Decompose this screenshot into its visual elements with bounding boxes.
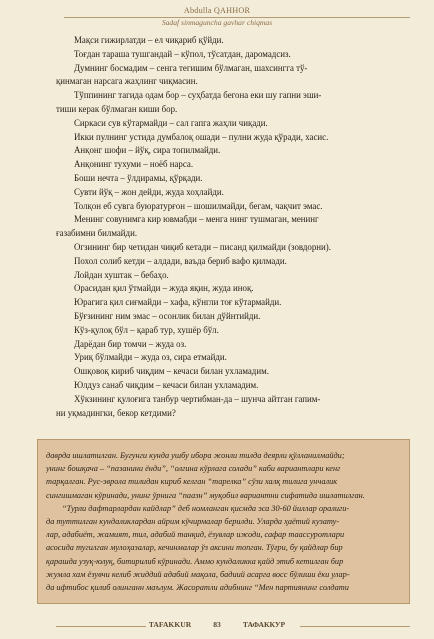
text-line: Кўз-қулоқ бўл – қараб тур, хушёр бўл. [74, 324, 219, 335]
box-text-line: жумла хам ёзувчи келиб жиддий адабий мақола, бадиий асарга восс бўлиши ёки улар- [46, 569, 350, 579]
box-text-line: да ифтибос қилиб олинганн маълум. Жасоратли адибнинг “Мен партиянинг солдати [46, 582, 349, 592]
text-line: Толқон еб сувга буюратурғон – шошилмайди, бегам, чақчит эмас. [74, 200, 323, 211]
box-text-line: асосида тугилган мулоҳазалар, кечинмалар ўз аксини топган. Тўғри, бу қайдлар бир [46, 543, 343, 553]
text-line: Уриқ бўлмайди – жуда оз, сира етмайди. [74, 352, 227, 363]
text-line: Тоғдан тараша тушгандай – кўпол, тўсатдан, даромадсиз. [74, 48, 291, 59]
header-author: Abdulla QAHHOR [183, 6, 251, 15]
box-text-line: сингишмаган кўринади, унинг ўрнига “паазн” муқобил вариантни сифатида ишлатилган. [46, 490, 365, 500]
footer-journal-cyrillic: ТАФАККУР [240, 620, 288, 629]
text-line: Сиркаси сув кўтармайди – сал гапга жаҳли чиқади. [74, 117, 268, 128]
text-line: қинмаган нарсага жаҳлинг чиқмасин. [56, 76, 198, 87]
text-line: Думнинг босмадим – сенга тегишим бўлмаган, шахсингга тў- [74, 62, 308, 73]
text-line: ни уқмадингки, бекор кетдими? [56, 407, 176, 418]
text-line: Лойдан хуштак – бебаҳо. [74, 269, 169, 280]
box-text-line: тарқалган. Рус-эврола тилидан кириб келган “тарелка” сўзи халқ тилига унчалик [46, 477, 338, 487]
box-text-line: даврда ишлатилган. Бугунги кунда ушбу ибора жонли тилда деярли қўлланилмайди; [46, 451, 345, 460]
sidebar-box-text [46, 449, 403, 594]
text-line: Юрагига қил сиғмайди – хафа, кўнгли тоғ кўтармайди. [74, 297, 282, 308]
text-line: Сувти йўқ – жон дейди, жуда хоҳлайди. [74, 186, 224, 197]
text-line: Анқонг шофи – йўқ, сира топилмайди. [74, 145, 221, 156]
text-line: Анқонинг тухуми – ноёб нарса. [74, 159, 194, 170]
page-number: 83 [210, 620, 224, 629]
text-line: Хўкзининг қулоғига танбур чертибман-да – шунча айтган гапим- [74, 393, 321, 404]
text-line: Похол солиб кетди – алдади, ваъда бериб вафо қилмади. [74, 255, 287, 266]
box-text-line: да туттилган кундаликлардан айрим кўчирмалар берилди. Уларда ҳаётий кузату- [46, 516, 340, 526]
text-line: ғазабимни билмайди. [56, 228, 138, 239]
text-line: тиши керак бўлмаган киши бор. [56, 103, 178, 114]
text-line: Дарёдан бир томчи – жуда оз. [74, 338, 187, 349]
text-line: Юлдуз санаб чиқдим – кечаси билан ухламадим. [74, 379, 259, 390]
text-line: Боши нечта – ўлдирамы, қўрқади. [74, 172, 203, 183]
text-line: Мақси гижирлатди – ел чиқариб қўйди. [74, 35, 224, 45]
box-text-line: лар, адабиёт, жамият, тил, адабий танқид, ёзувлар ижоди, сафар таассуротлари [46, 530, 345, 540]
box-text-line: қарашда узуқ-юлуқ, битирилиб кўринади. Аммо кундаликка қайд этиб кетилган бир [46, 556, 344, 566]
box-text-line: “Турли дафтарлардан кайдлар” деб номланган қисмда эса 30-60 йиллар оралиги- [62, 503, 350, 513]
text-line: Бўғзининг ним эмас – осонлик билан дўйнтийди. [74, 310, 261, 321]
text-line: Огзининг бир четидан чиқиб кетади – писанд қилмайди (зовдорни). [74, 241, 331, 252]
text-line: Ошқовоқ кириб чиқдим – кечаси билан ухламадим. [74, 366, 269, 377]
footer [0, 620, 434, 629]
text-line: Менинг совунимга кир ювмабди – менга нинг тушмаган, менинг [74, 214, 319, 225]
text-line: Икки пулнинг устида думбалоқ ошади – пулни жуда қўради, хасис. [74, 131, 329, 142]
main-text [56, 34, 420, 420]
footer-journal-latin: TAFAKKUR [146, 620, 194, 629]
sidebar-box [37, 439, 410, 604]
text-line: Орасидан қил ўтмайди – жуда яқин, жуда иноқ. [74, 283, 254, 294]
box-text-line: унинг бошқача – “пазанини ёнди”, “олгина кўрлага солади” каби вариантлари кенг [46, 464, 341, 474]
header-subtitle: Sadaf sinmaguncha gavhar chiqmas [161, 18, 273, 27]
text-line: Тўппининг тагида одам бор – суҳбатда бегона еки шу гапни эши- [74, 90, 322, 101]
